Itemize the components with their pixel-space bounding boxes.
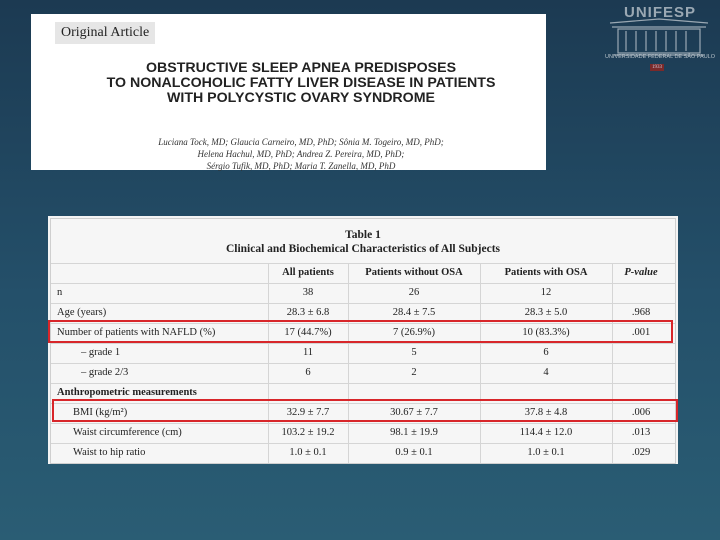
row-label: BMI (kg/m²)	[73, 407, 128, 418]
table-divider	[51, 443, 675, 444]
table-column-divider	[612, 263, 613, 463]
cell-p: .029	[631, 447, 651, 458]
cell-with: 28.3 ± 5.0	[524, 307, 568, 318]
table-column-divider	[480, 263, 481, 463]
cell-with: 12	[540, 287, 552, 298]
cell-p	[613, 343, 669, 363]
row-label: Age (years)	[57, 307, 107, 318]
row-label: Number of patients with NAFLD (%)	[57, 327, 216, 338]
cell-all: 28.3 ± 6.8	[286, 307, 330, 318]
cell-with: 1.0 ± 0.1	[527, 447, 565, 458]
table-column-divider	[348, 263, 349, 463]
cell-with: 114.4 ± 12.0	[519, 427, 573, 438]
cell-without: 2	[411, 367, 417, 378]
cell-p: .013	[631, 427, 651, 438]
table-divider	[51, 343, 675, 344]
row-label: – grade 2/3	[81, 367, 129, 378]
cell-without: 26	[408, 287, 420, 298]
table-row	[51, 283, 675, 303]
cell-all: 1.0 ± 0.1	[289, 447, 327, 458]
cell-without: 30.67 ± 7.7	[390, 407, 438, 418]
table-subtitle: Clinical and Biochemical Characteristics of All Subjects	[225, 243, 501, 255]
article-type-badge: Original Article	[55, 22, 155, 44]
table-header-row	[51, 263, 675, 283]
table-divider	[51, 383, 675, 384]
article-title-line: OBSTRUCTIVE SLEEP APNEA PREDISPOSES	[145, 60, 457, 76]
logo-wordmark: UNIFESP	[623, 4, 696, 21]
header-p-value: P-value	[624, 267, 658, 278]
cell-all: 38	[302, 287, 314, 298]
cell-without: 7 (26.9%)	[393, 327, 435, 338]
nafld-row-highlight	[48, 320, 673, 343]
cell-all: 11	[302, 347, 314, 358]
article-title	[91, 61, 511, 106]
section-label: Anthropometric measurements	[57, 387, 197, 398]
table-divider	[51, 363, 675, 364]
logo-building-icon	[610, 19, 708, 55]
cell-all: 103.2 ± 19.2	[281, 427, 335, 438]
row-label: Waist circumference (cm)	[73, 427, 182, 438]
table-divider	[51, 303, 675, 304]
cell-p: .001	[631, 327, 651, 338]
article-title-line: WITH POLYCYSTIC OVARY SYNDROME	[166, 90, 435, 106]
cell-with: 6	[543, 347, 549, 358]
cell-all: 6	[305, 367, 311, 378]
header-without-osa: Patients without OSA	[365, 267, 463, 278]
table-row	[51, 363, 675, 383]
author-line: Helena Hachul, MD, PhD; Andrea Z. Pereira, MD, PhD;	[197, 149, 405, 159]
cell-without: 98.1 ± 19.9	[390, 427, 438, 438]
cell-with: 4	[543, 367, 549, 378]
table-column-divider	[268, 263, 269, 463]
table-divider	[51, 263, 675, 264]
table-row	[51, 343, 675, 363]
row-label: n	[57, 287, 63, 298]
cell-without: 28.4 ± 7.5	[392, 307, 436, 318]
table-row	[51, 443, 675, 463]
header-with-osa: Patients with OSA	[504, 267, 588, 278]
row-label: Waist to hip ratio	[73, 447, 146, 458]
author-line: Luciana Tock, MD; Glaucia Carneiro, MD, PhD; Sônia M. Togeiro, MD, PhD;	[158, 137, 444, 147]
table-row	[51, 423, 675, 443]
logo-subtitle: UNIVERSIDADE FEDERAL DE SÃO PAULO	[604, 54, 716, 60]
cell-with: 10 (83.3%)	[522, 327, 570, 338]
table-divider	[51, 283, 675, 284]
cell-p: .006	[631, 407, 651, 418]
cell-p	[613, 363, 669, 383]
cell-all: 32.9 ± 7.7	[286, 407, 330, 418]
table-title: Table 1	[345, 229, 381, 241]
cell-p: .968	[631, 307, 651, 318]
author-line: Sérgio Tufik, MD, PhD; Maria T. Zanella, MD, PhD	[206, 161, 396, 171]
logo-year-badge: 1933	[652, 65, 662, 70]
header-all-patients: All patients	[282, 267, 334, 278]
bmi-row-highlight	[52, 399, 678, 422]
cell-all: 17 (44.7%)	[284, 327, 332, 338]
row-label: – grade 1	[81, 347, 121, 358]
cell-without: 5	[411, 347, 417, 358]
article-header-card	[31, 14, 546, 170]
article-authors	[91, 136, 511, 172]
cell-without: 0.9 ± 0.1	[395, 447, 433, 458]
cell-with: 37.8 ± 4.8	[524, 407, 568, 418]
table-divider	[51, 423, 675, 424]
article-title-line: TO NONALCOHOLIC FATTY LIVER DISEASE IN PATIENTS	[106, 75, 496, 91]
cell-p	[613, 283, 669, 303]
